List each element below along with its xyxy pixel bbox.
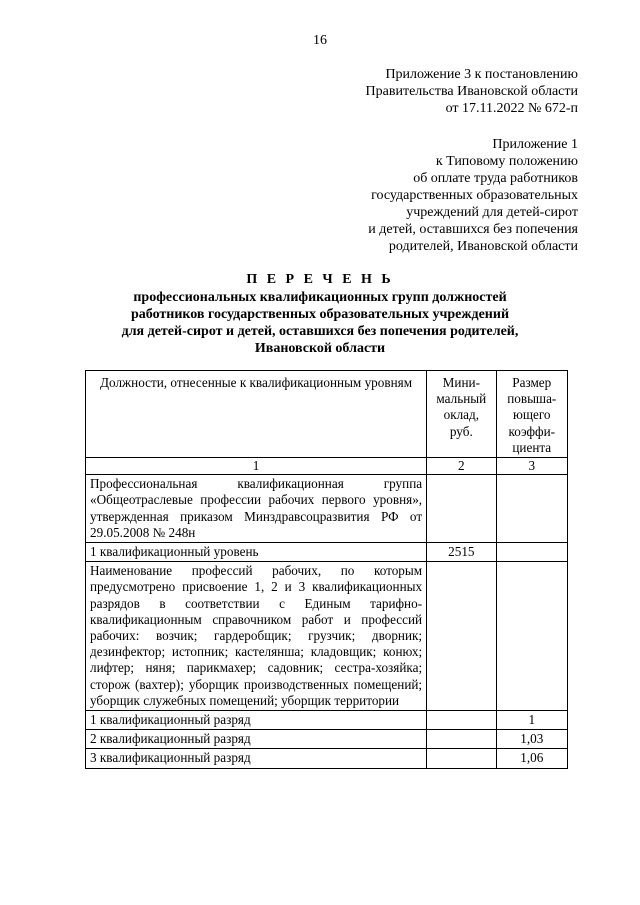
title-line: работников государственных образовательных учреждений <box>130 307 510 322</box>
empty-cell <box>427 749 496 768</box>
appendix-1-block <box>368 136 578 255</box>
table-row <box>86 562 568 711</box>
appendix-1-line: Приложение 1 <box>492 137 578 152</box>
table-header-row <box>86 371 568 458</box>
rank-name: 2 квалификационный разряд <box>86 730 427 749</box>
rank-name: 1 квалификационный разряд <box>86 711 427 730</box>
column-number: 1 <box>86 458 427 475</box>
title-line: для детей-сирот и детей, оставшихся без попечения родителей, <box>121 324 519 339</box>
rank-name: 3 квалификационный разряд <box>86 749 427 768</box>
appendix-1-line: об оплате труда работников <box>413 171 578 186</box>
professions-list: Наименование профессий рабочих, по которым предусмотрено присвоение 1, 2 и 3 квалификационных разрядов в соответствии с Единым тарифно-квалификационным справочником работ и профессий рабочих: возчик; гардеробщик; грузчик; дворник; дезинфектор; истопник; кастелянша; кладовщик; конюх; лифтер; няня; парикмахер; садовник; сестра-хозяйка; сторож (вахтер); уборщик производственных помещений; уборщик служебных помещений; уборщик территории <box>86 562 427 711</box>
appendix-1-line: к Типовому положению <box>435 154 578 169</box>
appendix-3-line: от 17.11.2022 № 672-п <box>445 101 578 116</box>
header-coefficient: Размер повыша-ющего коэффи-циента <box>496 371 567 458</box>
header-positions: Должности, отнесенные к квалификационным уровням <box>86 371 427 458</box>
appendix-3-line: Приложение 3 к постановлению <box>385 67 578 82</box>
title-line: профессиональных квалификационных групп должностей <box>133 290 507 305</box>
appendix-1-line: и детей, оставшихся без попечения <box>368 222 578 237</box>
appendix-3-line: Правительства Ивановской области <box>365 84 578 99</box>
qualification-table <box>85 370 568 769</box>
title-heading: П Е Р Е Ч Е Н Ь <box>246 272 394 287</box>
table-row <box>86 475 568 543</box>
page-number: 16 <box>313 33 327 48</box>
rank-coefficient: 1,06 <box>496 749 567 768</box>
table-row <box>86 543 568 562</box>
table-row <box>86 711 568 730</box>
level-salary: 2515 <box>427 543 496 562</box>
column-number: 3 <box>496 458 567 475</box>
appendix-3-block <box>366 66 578 117</box>
empty-cell <box>427 562 496 711</box>
table-number-row <box>86 458 568 475</box>
empty-cell <box>427 711 496 730</box>
rank-coefficient: 1 <box>496 711 567 730</box>
empty-cell <box>496 543 567 562</box>
title-line: Ивановской области <box>254 341 386 356</box>
rank-coefficient: 1,03 <box>496 730 567 749</box>
appendix-1-line: государственных образовательных <box>371 188 578 203</box>
header-min-salary: Мини-мальный оклад, руб. <box>427 371 496 458</box>
empty-cell <box>427 730 496 749</box>
document-title <box>0 271 640 357</box>
empty-cell <box>496 475 567 543</box>
column-number: 2 <box>427 458 496 475</box>
empty-cell <box>427 475 496 543</box>
level-name: 1 квалификационный уровень <box>86 543 427 562</box>
table-row <box>86 730 568 749</box>
group-description: Профессиональная квалификационная группа «Общеотраслевые профессии рабочих первого уровня», утвержденная приказом Минздравсоцразвития РФ от 29.05.2008 № 248н <box>86 475 427 543</box>
table-row <box>86 749 568 768</box>
empty-cell <box>496 562 567 711</box>
appendix-1-line: учреждений для детей-сирот <box>406 205 578 220</box>
appendix-1-line: родителей, Ивановской области <box>388 239 578 254</box>
